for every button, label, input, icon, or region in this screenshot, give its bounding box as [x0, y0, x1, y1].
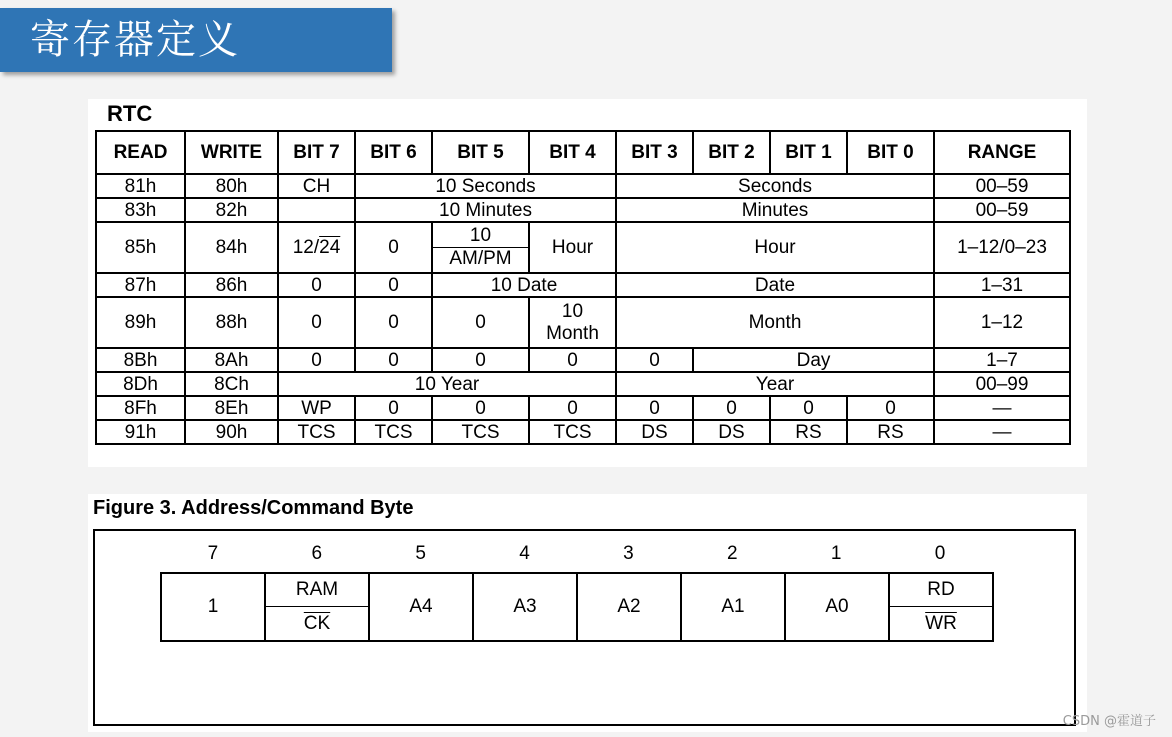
cell [432, 222, 529, 273]
table-row [96, 372, 1070, 396]
cell: 0 [616, 348, 693, 372]
cell: 87h [96, 273, 185, 297]
bit-cell: A0 [785, 573, 889, 641]
command-byte-table [160, 572, 994, 642]
col-header: RANGE [934, 131, 1070, 174]
cell [529, 297, 616, 348]
cell: 0 [432, 348, 529, 372]
command-byte-figure-panel [88, 494, 1087, 732]
table-row [96, 174, 1070, 198]
cell: 1–7 [934, 348, 1070, 372]
cell: 0 [355, 273, 432, 297]
cell: 8Ah [185, 348, 278, 372]
table-row [96, 420, 1070, 444]
cell: 0 [432, 396, 529, 420]
cell: Year [616, 372, 934, 396]
cell: Hour [529, 222, 616, 273]
bit-cell-bottom [890, 607, 992, 640]
bit-cell [889, 573, 993, 641]
cell: 0 [616, 396, 693, 420]
cell [278, 222, 355, 273]
cell: 10 Minutes [355, 198, 616, 222]
bit-number: 7 [207, 543, 219, 564]
cell: 0 [529, 396, 616, 420]
table-row [96, 222, 1070, 273]
bit-number: 3 [623, 543, 634, 564]
cell: 91h [96, 420, 185, 444]
cell-text-overlined: 24 [319, 237, 341, 258]
cell: 1–12/0–23 [934, 222, 1070, 273]
cell: 86h [185, 273, 278, 297]
cell: 0 [278, 273, 355, 297]
cell: 0 [278, 297, 355, 348]
cell-text: Month [546, 322, 599, 344]
bit-cell-bottom [266, 607, 368, 640]
cell-text-overlined: $\overline{WR}$ [925, 613, 957, 634]
table-row [96, 198, 1070, 222]
cell: 1–12 [934, 297, 1070, 348]
cell: 8Bh [96, 348, 185, 372]
cell: 85h [96, 222, 185, 273]
cell-text: 10 [561, 300, 584, 322]
figure-caption: Figure 3. Address/Command Byte [93, 497, 414, 519]
cell: 10 Year [278, 372, 616, 396]
slide-title: 寄存器定义 [0, 8, 392, 72]
table-row [96, 273, 1070, 297]
cell: Day [693, 348, 934, 372]
bit-number: 6 [311, 543, 323, 564]
cell-text: 12/ [292, 237, 320, 258]
bit-cell: A1 [681, 573, 785, 641]
cell: TCS [278, 420, 355, 444]
cell: — [934, 420, 1070, 444]
col-header: BIT 0 [847, 131, 934, 174]
cell: 82h [185, 198, 278, 222]
cell: Month [616, 297, 934, 348]
cell: Hour [616, 222, 934, 273]
col-header: BIT 7 [278, 131, 355, 174]
cell: Seconds [616, 174, 934, 198]
bit-number: 1 [830, 543, 842, 564]
cell: TCS [529, 420, 616, 444]
command-byte-row [161, 573, 993, 641]
cell: 83h [96, 198, 185, 222]
col-header: BIT 4 [529, 131, 616, 174]
col-header: BIT 5 [432, 131, 529, 174]
bit-cell-top: RAM [266, 574, 368, 607]
cell: 0 [770, 396, 847, 420]
cell: CH [278, 174, 355, 198]
cell: 00–59 [934, 198, 1070, 222]
cell: 10 Date [432, 273, 616, 297]
col-header: BIT 6 [355, 131, 432, 174]
cell: 90h [185, 420, 278, 444]
cell: 0 [847, 396, 934, 420]
col-header: READ [96, 131, 185, 174]
cell: RS [770, 420, 847, 444]
cell: 1–31 [934, 273, 1070, 297]
cell: WP [278, 396, 355, 420]
cell: TCS [355, 420, 432, 444]
rtc-caption: RTC [107, 101, 153, 126]
bit-number: 5 [415, 543, 426, 564]
bit-cell: A4 [369, 573, 473, 641]
cell: 84h [185, 222, 278, 273]
cell: TCS [432, 420, 529, 444]
col-header: BIT 2 [693, 131, 770, 174]
cell: 81h [96, 174, 185, 198]
bit-cell: 1 [161, 573, 265, 641]
watermark: CSDN @霍道子 [1062, 714, 1156, 729]
cell-text: 10 [433, 225, 528, 248]
cell: 0 [278, 348, 355, 372]
cell: 0 [355, 348, 432, 372]
bit-number: 0 [934, 543, 946, 564]
cell: 0 [355, 396, 432, 420]
cell-text-overlined: $\overline{AM}$ [449, 248, 478, 269]
cell: RS [847, 420, 934, 444]
col-header: BIT 1 [770, 131, 847, 174]
cell: 10 Seconds [355, 174, 616, 198]
cell: 0 [355, 222, 432, 273]
rtc-register-panel [88, 99, 1087, 467]
cell: 80h [185, 174, 278, 198]
cell: 00–59 [934, 174, 1070, 198]
cell: 89h [96, 297, 185, 348]
bit-number-row [161, 543, 992, 565]
col-header: BIT 3 [616, 131, 693, 174]
cell: — [934, 396, 1070, 420]
bit-cell: A2 [577, 573, 681, 641]
cell-text: /PM [477, 248, 512, 269]
cell: 0 [432, 297, 529, 348]
cell: Date [616, 273, 934, 297]
cell-text [433, 248, 528, 270]
cell: 0 [529, 348, 616, 372]
cell [278, 198, 355, 222]
cell: 8Dh [96, 372, 185, 396]
bit-cell-top: RD [890, 574, 992, 607]
cell: 00–99 [934, 372, 1070, 396]
table-row [96, 396, 1070, 420]
table-header-row [96, 131, 1070, 174]
cell: 0 [693, 396, 770, 420]
cell: 8Ch [185, 372, 278, 396]
bit-number: 4 [519, 543, 530, 564]
col-header: WRITE [185, 131, 278, 174]
cell: 8Fh [96, 396, 185, 420]
bit-cell: A3 [473, 573, 577, 641]
table-row [96, 297, 1070, 348]
cell: DS [693, 420, 770, 444]
cell: 0 [355, 297, 432, 348]
cell: 88h [185, 297, 278, 348]
rtc-register-table [95, 130, 1071, 445]
bit-cell [265, 573, 369, 641]
cell: DS [616, 420, 693, 444]
cell: Minutes [616, 198, 934, 222]
cell-text-overlined: $\overline{CK}$ [303, 613, 331, 634]
bit-number: 2 [727, 543, 738, 564]
table-row [96, 348, 1070, 372]
cell: 8Eh [185, 396, 278, 420]
